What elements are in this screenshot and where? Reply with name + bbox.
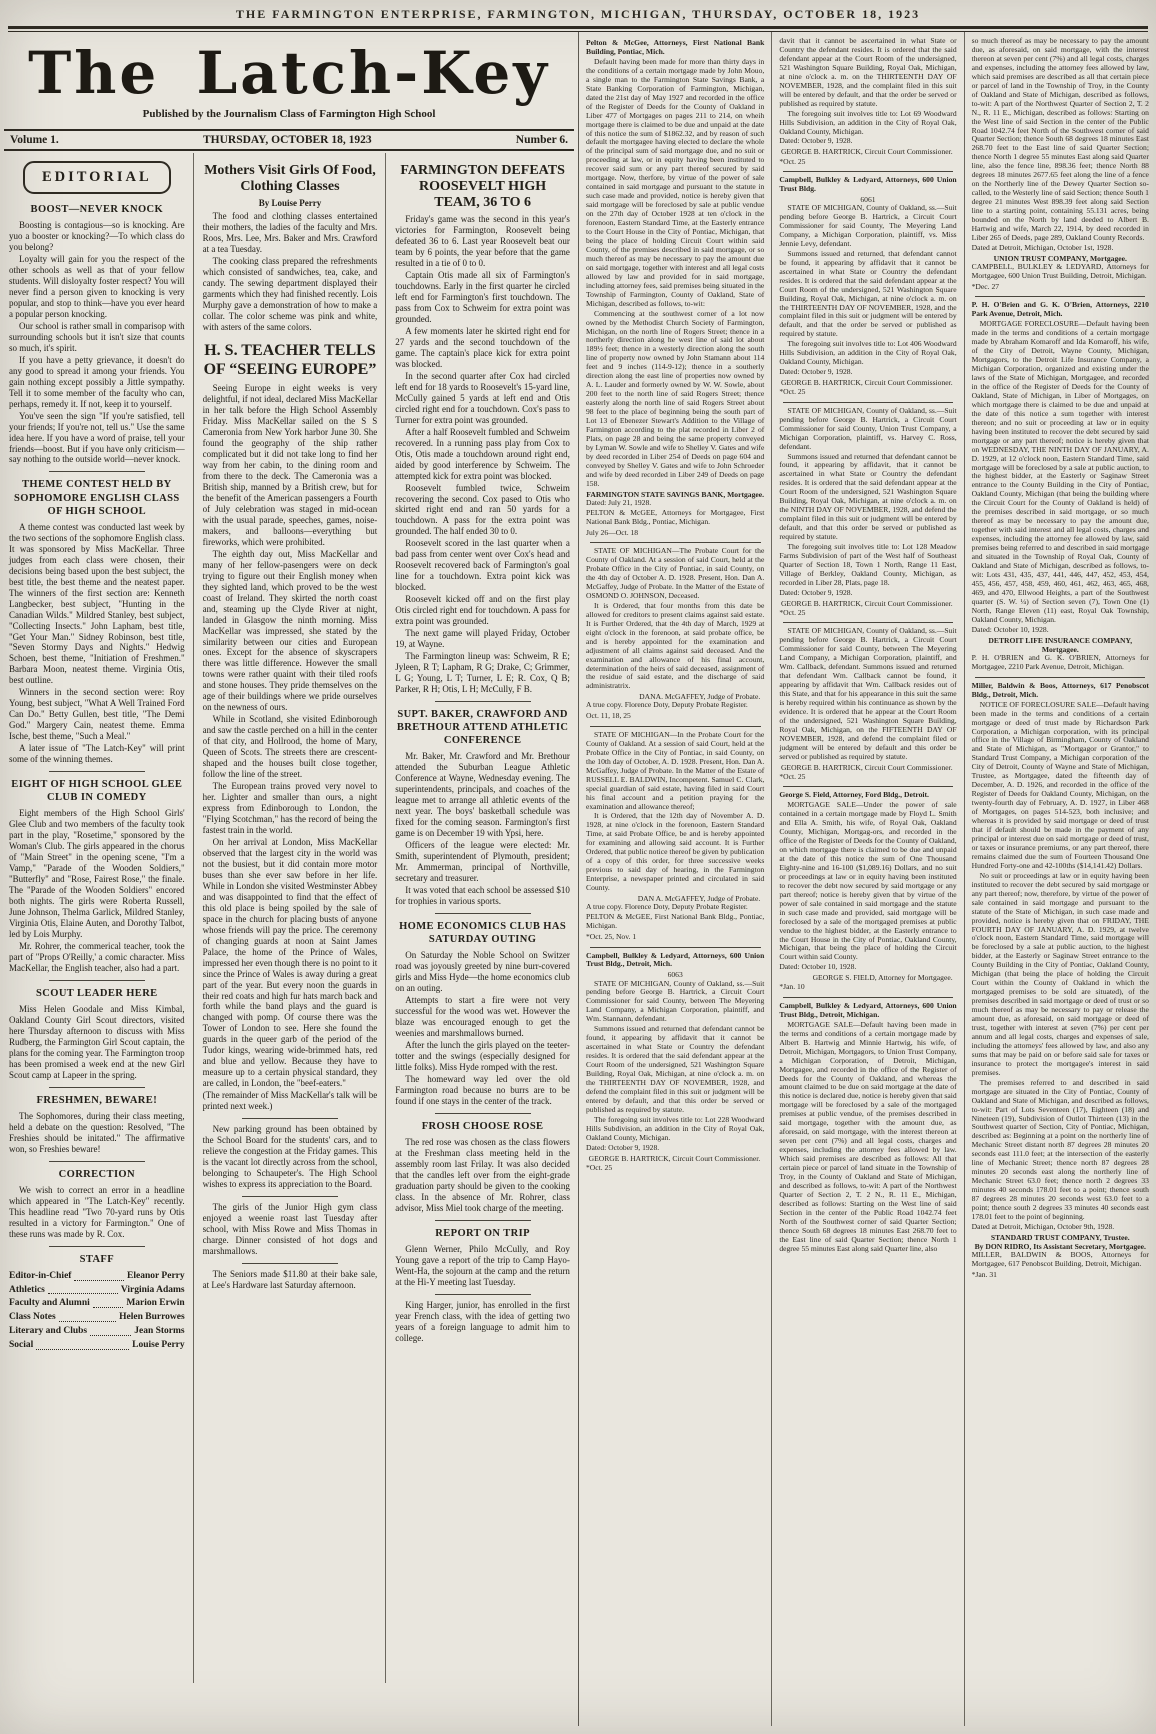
signature: GEORGE B. HARTRICK, Circuit Court Commissioner.: [780, 762, 953, 772]
divider-rule: [49, 1161, 146, 1162]
paragraph: Boosting is contagious—so is knocking. Are yuo a booster or knocking?—To which class do you belong?: [9, 220, 185, 253]
article-headline: THEME CONTEST HELD BY SOPHOMORE ENGLISH CLASS OF HIGH SCHOOL: [14, 479, 180, 517]
paragraph: Default having been made for more than thirty days in the conditions of a certain mortgage made by John Mouo, a single man to the Farmington State Savings Bank, a State Banking Corporation of Farmington, Michigan, dated the 21st day of May 1927 and recorded in the office of the Register of Deeds for the County of Oakland in Liber 477 of Mortgages on pages 211 to 214, on wheih mortgage there is claimed to be due and unpaid at the date of this notice the sum of $1862.32, and by reason of such default the mortgagee having elected to declare the whole of the principal sum of said mortgage due, and no suit or proceeding at law, or in equity having been instituted to recover said sum or any part thereof secured by said mortgage. Now, therfore, by virtue of the power of sale contained in said mortgage and pursuant to the statute in such case made and provided, notice is hereby given that said mortgage will be foreclosed by sale at public vendue on the 27th day of October 1928 at ten o'clock in the forenoon, Eastern Standard Time, at the Easterly entrance to the Court House in the City of Pontiac, Michigan, that being the place of holding Circuit Court within said County, of the premises described in said mortgage, or so much thereof as may be necessary to pay the amount due on said mortgage, together with interest and all legal costs allowed by law and provided for in said mortgage, including attorney fees, said premises being situated in the Township of Farmington, County of Oakland, State of Michigan, described as follows, to-wit:: [586, 56, 765, 308]
paragraph: PELTON & McGEE, First National Bank Bldg., Pontiac, Michigan.: [586, 912, 765, 931]
paragraph: STATE OF MICHIGAN, County of Oakland, ss.—Suit pending before George B. Hartrick, a Circuit Court Commissioner for said County, between The Meyering Land Company, a Michigan Corporation, plaintiff, and Wm. Stannann, defendant.: [586, 978, 765, 1024]
staff-name: Jean Storms: [134, 1325, 185, 1336]
signature: GEORGE B. HARTRICK, Circuit Court Commissioner.: [780, 598, 953, 608]
divider-rule: [435, 1294, 531, 1295]
staff-row: [9, 1339, 185, 1353]
editor-note: (The remainder of Miss MacKellar's talk will be printed next week.): [202, 1090, 378, 1112]
paragraph: The Sophomores, during their class meeting, held a debate on the question: Resolved, "The Freshies should be initated." The affirmative won, so Freshies beware!: [9, 1110, 185, 1154]
paragraph: We wish to correct an error in a headline which appeared in "The Latch-Key" recently. This headline read "Two 70-yard runs by Otis resulted in a victory for Farmington." One of these runs was made by R. Cox.: [9, 1184, 185, 1239]
paragraph: Loyalty will gain for you the respect of the other schools as well as that of your fellow students. Will disloyalty foster respect? You will never find a person given to knocking is very popular, and stop to think—have you ever heard a popular person knocking.: [9, 254, 185, 319]
paragraph: Mr. Rohrer, the commerical teacher, took the part of "Props O'Reilly,' a comic character. Miss MacKellar, the English teacher, also had a part.: [9, 941, 185, 973]
news-column-1: [0, 153, 193, 1683]
paragraph: After a half Roosevelt fumbled and Schweim recovered. In a running pass play from Cox to Otis, Otis made a touchdown around right end, aided by good interference by Schweim. The attempted kick for extra point was blocked.: [395, 426, 570, 481]
divider-rule: [783, 997, 953, 998]
paragraph: Captain Otis made all six of Farmington's touchdowns. Early in the first quarter he circled left end for Farmington's first touchdown. The pass from Cox to Schweim for extra point was grounded.: [395, 270, 570, 324]
divider-rule: [49, 980, 146, 981]
notice-run-dates: *Oct. 25: [779, 156, 806, 166]
signature: DAN A. McGAFFEY, Judge of Probate.: [637, 894, 761, 904]
paragraph: davit that it cannot be ascertained in what State or Country the defendant resides. It is ordered that the said defendant appear at the Court Room of the undersigned, 521 Washington Square Building, Royal Oak, Michigan, at nine o'clock a. m. on the THIRTEENTH DAY OF NOVEMBER, 1928, and the complaint filed in this suit will be entered by default, and that the order be served or published as required by statute.: [779, 36, 957, 108]
paragraph: Roosevelt scored in the last quarter when a bad pass from center went over Cox's head and Roosevelt recovered back of Farmington's goal line for a touchdown. Extra point kick was blocked.: [395, 538, 570, 593]
article-headline: FARMINGTON DEFEATS ROOSEVELT HIGH TEAM, 36 TO 6: [400, 163, 565, 211]
signature: DETROIT LIFE INSURANCE COMPANY, Mortgagee.: [988, 635, 1133, 654]
masthead: [0, 32, 578, 151]
attorney-line: Campbell, Bulkley & Ledyard, Attorneys, 600 Union Trust Bldg., Detroit, Michigan.: [779, 1000, 957, 1019]
paragraph: Summons issued and returned, that defendant cannot be found, it appearing by affidavit that it cannot be ascertained in what State or Country the defendant resides. It is ordered that the said defendant appear at the Court Room of the undersigned, 521 Washington Square Building, Royal Oak, Michigan, at nine o'clock a. m. on the THIRTEENTH DAY OF NOVEMBER, 1928, and the complaint filed in this suit or judgment will be entered by default, and that the order be served or published as required by statute.: [779, 248, 957, 339]
article-headline: STAFF: [79, 1253, 115, 1265]
article-headline: REPORT ON TRIP: [435, 1227, 530, 1239]
paragraph: It was voted that each school be assessed $10 for trophies in various sports.: [395, 884, 570, 906]
legal-column-1: [579, 32, 771, 1726]
paragraph: Attempts to start a fire were not very successful for the wood was wet. However the blaze was encouraged enough to get the weenies and marshmallows burned.: [395, 995, 570, 1038]
notice-run-dates: *Oct. 25: [779, 387, 806, 397]
notice-run-dates: *Oct. 25: [779, 771, 806, 781]
legal-column-2: [771, 32, 963, 1726]
divider-rule: [783, 622, 953, 623]
divider-rule: [590, 726, 761, 727]
notice-run-dates: July 26—Oct. 18: [586, 527, 639, 537]
number-label: Number 6.: [515, 134, 568, 146]
paragraph: Seeing Europe in eight weeks is very delightful, if not ideal, declared Miss MacKellar in her talk before the High School Assembly Friday. Miss MacKellar sailed on the S S Cameronia from New York harbor June 30. She found the geography of the ship rather complicated but it did not take long to find her way from her cabin, to the dining room and from there to the deck. The Cameronia was a British ship, manned by a British crew, but for the benefit of the American passengers a Fourth of July celebration was staged in mid-ocean with the usual parade, speeches, games, noise-makers, and balloons—everything but fireworks, which were prohibited.: [202, 383, 378, 547]
signature: UNION TRUST COMPANY, Mortgagee.: [993, 253, 1127, 263]
paragraph: King Harger, junior, has enrolled in the first year French class, with the idea of getting two years of a foreign language to admit him to college.: [395, 1299, 570, 1343]
divider-rule: [435, 913, 531, 914]
paragraph: MORTGAGE SALE—Default having been made in the terms and conditions of a certain mortgage made by Albert B. Hartwig and Minnie Hartwig, his wife, of Detroit, Michigan, Mortgagors, to Union Trust Company, a Michigan Corporation, of Detroit, Michigan, Mortgagee, and recorded in the office of the Register of Deeds for the County of Oakland, and whereas the amount claimed to be due on said mortgage at the date of this notice is declared due, notice is hereby given that said mortgage will be foreclosed by a sale of the mortgaged premises at public vendue, of the premises described in said mortgage, together with the amount due, as aforesaid, on said mortgage, with the interest thereon at seven per cent (7%) and all legal costs, charges and expenses, including the attorney fees allowed by law. Which said premises are described as follows: All that certain piece or parcel of land situate in the Township of Troy, in the County of Oakland and State of Michigan, and described as follows, to-wit: A part of the Northwest Quarter of Section 2, T. 2 N., R. 11 E., Michigan, described as follows: Starting on the West line of said Section in the center of the Public Road 1042.74 feet North of the Southwest corner of said Quarter Section; thence South 68 degrees 18 minutes East 268.70 feet to the East line of said Quarter Section; thence North 1 degree 55 minutes East along said Quarter line, also: [779, 1019, 957, 1253]
paragraph: Roosevelt kicked off and on the first play Otis circled right end for touchdown. A pass for extra point was grounded.: [395, 594, 570, 627]
paragraph: Miss Helen Goodale and Miss Kimbal, Oakland County Girl Scout directors, visited here Thursday afternoon to discuss with Miss Rudberg, the Farmington Girl Scout captain, the plans for the coming year. The Farmington troop has been promised a week end at the new Girl Scout camp at Lapeer in the spring.: [9, 1004, 185, 1080]
staff-row: [9, 1270, 185, 1284]
paragraph: Roosevelt fumbled twice, Schweim recovering the second. Cox pased to Otis who skirted right end and ran 50 yards for a touchdown. A pass for the extra point was grounded. The half ended 30 to 0.: [395, 482, 570, 537]
paragraph: Dated: October 9, 1928.: [779, 367, 853, 377]
divider-rule: [242, 1118, 338, 1119]
paragraph: STATE OF MICHIGAN—In the Probate Court for the County of Oakland. At a session of said Court, held at the Probate Office in the City of Pontiac, in said County, on the 10th day of October, A. D. 1928. Present, Hon. Dan A. McGaffey, Judge of Probate. In the Matter of the Estate of RUSSELL E. BALDWIN, Incompetent. Samuel C. Clark, special guardian of said estate, having filed in said Court his final account and a petition praying for the examination and allowance thereof;: [586, 729, 765, 811]
paragraph: Winners in the second section were: Roy Young, best subject, "What A Well Trained Ford Can Do." Betty Gullen, best title, "The Demi God." Margery Cain, neatest theme. Emma Ische, best theme, "Such a Meal.": [9, 687, 185, 742]
attorney-line: Pelton & McGee, Attorneys, First National Bank Building, Pontiac, Mich.: [586, 38, 765, 56]
article-headline: Mothers Visit Girls Of Food, Clothing Classes: [204, 163, 376, 195]
news-columns: [0, 153, 578, 1683]
masthead-subtitle: Published by the Journalism Class of Farmington High School: [142, 108, 436, 120]
divider-rule: [590, 947, 761, 948]
article-headline: HOME ECONOMICS CLUB HAS SATURDAY OUTING: [399, 920, 567, 945]
paragraph: MILLER, BALDWIN & BOOS, Attorneys for Mortgagee, 617 Penobscot Building, Detroit, Michigan.: [971, 1250, 1149, 1269]
staff-role: Literary and Clubs: [9, 1325, 88, 1336]
divider-rule: [242, 1196, 338, 1197]
paragraph: It is Ordered, that the 12th day of November A. D. 1928, at nine o'clock in the forenoon, Eastern Standard Time, at said Probate Office, be and is hereby appointed for examining and allowing said account. It is Further Ordered, that public notice thereof be given by publication of a copy of this order, for three successive weeks previous to said day of hearing, in the Farmington Enterprise, a newspaper printed and circulated in said County.: [586, 811, 765, 893]
notice-number: 6063: [667, 970, 683, 980]
divider-rule: [435, 1220, 531, 1221]
notice-run-dates: Oct. 11, 18, 25: [586, 711, 631, 721]
paragraph: Dated: October 10, 1928.: [971, 624, 1049, 634]
signature: GEORGE B. HARTRICK, Circuit Court Commissioner.: [780, 378, 953, 388]
paragraph: After the lunch the girls played on the teeter-totter and the swings (especially designed for little folks). Miss Hyde romped with the rest.: [395, 1039, 570, 1072]
paragraph: Mr. Baker, Mr. Crawford and Mr. Brethour attended the Suburban League Athletic Conference at Wayne, Wednesday evening. The superintendents, principals, and coaches of the league met to arrange all athletic events of the next year. The boys' basketball schedule was fixed for the coming season. Farmington's first game is on December 19 with Ypsi, here.: [395, 751, 570, 839]
staff-role: Editor-in-Chief: [9, 1270, 72, 1281]
paragraph: The Farmington lineup was: Schweim, R E; Jyleen, R T; Lapham, R G; Drake, C; Grimmer, L G; Young, L T; Turner, L E; R. Cox, Q B; Parker, R H; Otis, L H; McCully, F B.: [395, 651, 570, 694]
paragraph: Summons issued and returned that defendant cannot be found, it appearing by affidavit, that it cannot be ascertained in what State or Country the defendant resides. It is ordered that the said defendant appear at the Court Room of the undersigned, 521 Washington Square Building, Royal Oak, Michigan, at nine o'clock a. m. on the NINTH DAY OF NOVEMBER, 1928, and defend the complaint filed in this suit or judgment will be entered by default, and that this order be served or published as required by statute.: [779, 451, 957, 542]
staff-role: Athletics: [9, 1284, 45, 1295]
paragraph: Officers of the league were elected: Mr. Smith, superintendent of Plymouth, president; Mr. Ammerman, principal of Northville, secretary and treasurer.: [395, 840, 570, 883]
school-page-section: [0, 32, 578, 1726]
legal-notices-section: [578, 32, 1156, 1726]
paragraph: Dated at Detroit, Michigan, October 1st, 1928.: [971, 242, 1114, 252]
staff-role: Faculty and Alumni: [9, 1298, 90, 1309]
notice-run-dates: *Jan. 10: [779, 982, 805, 992]
paragraph: The foregoing suit involves title to: Lot 228 Woodward Hills Subdivision, an addition in the City of Royal Oak, Oakland County, Michigan.: [586, 1114, 765, 1142]
dotted-leader: [59, 1321, 116, 1322]
notice-run-dates: *Jan. 31: [971, 1270, 997, 1280]
notice-number: 6061: [860, 194, 876, 204]
newspaper-title: The Latch-Key: [28, 39, 550, 107]
divider-rule: [975, 677, 1145, 678]
paragraph: Dated at Detroit, Michigan, October 9th, 1928.: [971, 1221, 1115, 1231]
attorney-line: Campbell, Bulkley & Ledyard, Attorneys, 600 Union Trust Bldg.: [779, 175, 957, 193]
attorney-line: Miller, Baldwin & Boos, Attorneys, 617 Penobscot Bldg., Detroit, Mich.: [971, 680, 1149, 699]
article-headline: EIGHT OF HIGH SCHOOL GLEE CLUB IN COMEDY: [11, 779, 183, 804]
paragraph: The premises referred to and described in said mortgage are situated in the City of Pontiac, County of Oakland and State of Michigan, and described as follows, to-wit: Part of Lots Seventeen (17), Eighteen (18) and Nineteen (19), Subdivision of Outlot Thirteen (13) in the Southwest quarter of Section, City of Pontiac, Michigan, described as: Beginning at a point on the northerly line of Mechanic Street distant north 87 degrees 28 minutes 20 seconds east 111.0 feet; at the intersection of the easterly line of Mechanic Street; thence north 87 degrees 28 minutes 20 seconds east along the northerly line of Mechanic Street 63.0 feet; thence north 2 degrees 33 minutes 40 seconds 178.01 feet to a point; thence south 87 degrees 28 minutes 20 seconds west 63.0 feet to a point; thence south 2 degrees 33 minutes 40 seconds east 178.01 feet to the point of beginning.: [971, 1077, 1149, 1221]
signature: DANA. McGAFFEY, Judge of Probate.: [639, 692, 761, 702]
attorney-line: Campbell, Bulkley & Ledyard, Attorneys, 600 Union Trust Bldg., Detroit, Mich.: [586, 950, 765, 969]
dotted-leader: [74, 1280, 124, 1281]
divider-rule: [242, 1263, 338, 1264]
paragraph: Dated: October 10, 1928.: [779, 962, 857, 972]
paragraph: Our school is rather small in comparisop with surrounding schools but it isn't size that counts so much, it's spirit.: [9, 320, 185, 353]
paragraph: While in Scotland, she visited Edinborough and saw the castle perched on a hill in the center of that city, and Hollrood, the home of Mary, Queen of Scots. The streets there are crescent-shaped and the houses built close together, follow the line of the street.: [202, 714, 378, 780]
notice-run-dates: *Oct. 25, Nov. 1: [586, 932, 637, 942]
paragraph: MORTGAGE SALE—Under the power of sale contained in a certain mortgage made by Floyd L. Smith and Ella A. Smith, his wife, of Royal Oak, Oakland County, Michigan, Mortgag-ors, and recorded in the office of the Register of Deeds for the County of Oakland, on which mortgage there is claimed to be due and unpaid at the date of this notice the sum of One Thousand Eighty-nine and 16-100 ($1,089.16) Dollars, and no suit or proceedings at law or in equity having been instituted to recover the debt now secured by said mortgage or any part thereof; notice is hereby given that by virtue of the power of sale contained in said mortgage and the statute in such case made and provided, said mortgage will be foreclosed by a sale of the mortgaged premises at public vendue to the highest bidder, at the Easterly entrance to the Court House in the City of Pontiac, Oakland County, Michigan, that being the place of holding the Circuit Court within said County.: [779, 800, 957, 962]
paragraph: A few moments later he skirted right end for 27 yards and the second touchdown of the game. The captain's place kick for extra point was blocked.: [395, 325, 570, 369]
staff-name: Helen Burrowes: [119, 1312, 185, 1323]
paragraph: The next game will played Friday, October 19, at Wayne.: [395, 628, 570, 650]
volume-label: Volume 1.: [10, 134, 59, 146]
paragraph: STATE OF MICHIGAN, County of Oakland, ss.—Suit pending before George B. Hartrick, a Circuit Court Commissioner for said County, between The Meyering Land Company, a Michigan Corporation, plaintiff, and Wm. Callback, defendant. Summons issued and returned that defendant Wm. Callback cannot be found, it appearing by affidavit that Wm. Callback resides out of this State, and that for his appearance in this suit the same is hereby required within his continuance as shown by the evidence. It is ordered that he appear at the Court Room of the undersigned, 521 Washington Square Building, Royal Oak, Michigan, on the FIFTEENTH DAY OF NOVEMBER, 1928, and defend the complaint filed or judgment will be entered by default and this order be served or published as required by statute.: [779, 626, 957, 761]
article-headline: BOOST—NEVER KNOCK: [30, 204, 164, 215]
paragraph: Commencing at the southwest corner of a lot now owned by the Methodist Church Society of Farmington, Michigan, on the north line of Rogers Street; thence in a northerly direction along he west line of said lot about 189½ feet; thence in a westerly direction along the south line of property now owned by John Stamann about 114 feet and 9 inches (114-9-12); thence in a southerly direction along the east line of properties now owned by A. L. Lauder and formerly owned by W. W. Sowle, about 200 feet to the north line of said Rogers Street; thence easterly along the north line of said Rogers Street about 98 feet to the place of beginning being the south part of Lot 13 of Ebenezer Stewart's Addition to the Village of Farmington according to the plat recorded in Liber 2 of Plats, on page 28 and being the same property conveyed by Lyman W. Sowle and wife to Shelley V. Gates and wife by deed recorded in Liber 254 of Deeds on page 604 and conveyed by Shelley V. Gates and wife to John Schroeder and wife by deed recorded in Liber 249 of Deeds on page 158.: [586, 308, 765, 488]
paragraph: A later issue of "The Latch-Key" will print some of the winning themes.: [9, 743, 185, 765]
dotted-leader: [93, 1307, 124, 1308]
staff-name: Virginia Adams: [120, 1284, 185, 1295]
paragraph: On Saturday the Noble School on Switzer road was joyously greeted by nine burr-covered girls and Miss Hyde—the home economics club on an outing.: [395, 950, 570, 994]
attorney-line: George S. Field, Attorney, Ford Bldg., Detroit.: [779, 790, 929, 800]
paragraph: In the second quarter after Cox had circled left end for 18 yards to Roosevelt's 15-yard line, McCully gained 5 yards at left end and Otis circled right end for a touchdown. Cox's pass to Turner for extra point was grounded.: [395, 370, 570, 425]
staff-row: [9, 1284, 185, 1298]
signature: GEORGE S. FIELD, Attorney for Mortgagee.: [812, 973, 953, 983]
byline: By Louise Perry: [258, 198, 322, 209]
paragraph: Dated: October 9, 1928.: [586, 1142, 660, 1152]
paragraph: A theme contest was conducted last week by the two sections of the sophomore English class. It was sponsored by Miss MacKellar. Three judges from each class were chosen, their decisions being based upon the best subject, the best title, the best theme and the neatest paper. The winners of the first section are: Kenneth Langbecker, best subject, "Hunting in the Canadian Wilds." Mildred Stanley, best subject, "Collecting Insects." John Lapham, best title, "Get Your Man." Sidney Robinson, best title, "Seven Stormy Days and Nights." Hedwig Schoen, best theme, "Initiation of Freshmen." Barbara Moon, neatest theme. Virginia Otis, best outline.: [9, 521, 185, 686]
article-headline: FRESHMEN, BEWARE!: [36, 1094, 158, 1106]
paragraph: STATE OF MICHIGAN, County of Oakland, ss.—Suit pending before George B. Hartrick, a Circuit Court Commissioner for said County, Union Trust Company, a Michigan Corporation, plaintiff, vs. Harvey C. Ross, defendant.: [779, 405, 957, 451]
signature: GEORGE B. HARTRICK, Circuit Court Commissioner.: [588, 1153, 761, 1163]
paragraph: The Seniors made $11.80 at their bake sale, at Lee's Hardware last Saturday afternoon.: [202, 1268, 378, 1290]
paragraph: NOTICE OF FORECLOSURE SALE—Default having been made in the terms and conditions of a certain mortgage or deed of trust made by Richardson Park Corporation, a Michigan corporation, with its principal office in the Village of Birmingham, County of Oakland and State of Michigan, as "Mortgagor or Grantor," to Standard Trust Company, a Michigan corporation of the City of Detroit, County of Wayne and State of Michigan, Trustee, as Mortgagee, dated the fifteenth day of December, A. D. 1926, and recorded in the office of the Register of Deeds for Oakland County, Michigan, on the twenty-fourth day of February, A. D. 1927, in Liber 468 of Mortgages, on pages 514-523, both inclusive; and whereas it is provided by said mortgage or deed of trust that if default should be made in the payment of any principal or interest due on said mortgage or deed of trust, or taxes or insurance premiums, or any part thereof, there remains claimed due the sum of Fourteen Thousand One Hundred Forty-one and 42-100ths ($14,141.42) Dollars.: [971, 699, 1149, 870]
notice-run-dates: *Oct. 25: [779, 607, 806, 617]
paragraph: On her arrival at London, Miss MacKellar observed that the largest city in the world was not the busiest, but it did contain more motor buses than she ever saw before in her life. While in London she visited Westminster Abbey and was disappointed to find that the effect of this old place is being spoiled by the sale of space in the church for placing busts of anyone whose friends will pay the price. The ceremony of changing guards at noon at Saint James Palace, the home of the Prince of Wales, impressed her even though there is no point to it since the Prince of Wales is away during a great part of the year. But every noon the guards in their red coats and high fur hats march back and forth while the band plays and the guard is changed with pomp. Of course there was the Tower of London to see. Here she found the guards in the queer garb of the period of the Tudor kings, wearing wide-brimmed hats, red and blue and yellow. Because they have to measure up to a certain physical standard, they are called, in London, the "beef-eaters.": [202, 836, 378, 1089]
paragraph: The cooking class prepared the refreshments which consisted of sandwiches, tea, cake, and candy. The sewing department displayed their garments which they had finished recently. Lois Murphy gave a demonstration of how to make a collar. The color scheme was pink and white, with asters of the same colors.: [202, 256, 378, 332]
paragraph: The red rose was chosen as the class flowers at the Freshman class meeting held in the assembly room last Frilay. It was also decided that the candles left over from the eight-grade graduation party should be given to the cooking class. In the absence of Mr. Rohrer, class advisor, Miss Miel took charge of the meeting.: [395, 1136, 570, 1213]
paragraph: Dated: July 21, 1928.: [586, 497, 652, 507]
divider-rule: [435, 701, 531, 702]
paragraph: No suit or proceedings at law or in equity having been instituted to recover the debt secured by said mortgage or any part thereof; now, therefore, by virtue of the power of sale contained in said mortgage and pursuant to the statute of the State of Michigan, in such case made and provided, notice is hereby given that on FRIDAY, THE FOURTH DAY OF JANUARY, A. D. 1929, at twelve o'clock noon, Eastern Standard Time, said mortgage will be foreclosed by a sale at public auction, to the highest bidder, at the Easterly or Saginaw Street entrance to the County Building in the City of Pontiac, Oakland County, Michigan (that being the place of holding the Circuit Court within the County of Oakland in which the mortgaged premises to be sold are situated), of the premises described in said mortgage or deed of trust or so much thereof as may be necessary to pay or release the amount due, as aforesaid, on said mortgage or deed of trust, together with interest at seven (7%) per cent per annum and all legal costs, charges and expenses of sale, including the attorneys' fees allowed by law, and also any sums that may be paid on or before said sale for taxes or insurance to protect the mortgagee's interest in said premises.: [971, 870, 1149, 1077]
paragraph: STATE OF MICHIGAN—The Probate Court for the County of Oakland. At a session of said Court, held at the Probate Office in the City of Pontiac, in said County, on the 4th day of October A. D. 1928. Present, Hon. Dan A. McGaffey, Judge of Probate. In the Matter of the Estate of OSMOND O. JOHNSON, Deceased.: [586, 546, 765, 600]
article-headline: SCOUT LEADER HERE: [36, 987, 158, 999]
staff-name: Louise Perry: [132, 1339, 185, 1350]
staff-row: [9, 1297, 185, 1311]
paragraph: The foregoing suit involves title to: Lot 128 Meadow Farms Subdivision of part of the West half of Southeast Quarter of Section 18, Town 1 North, Range 11 East, Village of Berkley, Oakland County, Michigan, as recorded in Liber 28, Plats, page 18.: [779, 542, 957, 587]
running-head: THE FARMINGTON ENTERPRISE, FARMINGTON, MICHIGAN, THURSDAY, OCTOBER 18, 1923: [235, 7, 921, 21]
paragraph: The foregoing suit involves title to: Lot 69 Woodward Hills Subdivision, an addition in the City of Royal Oak, Oakland County, Michigan.: [779, 108, 957, 136]
paragraph: P. H. O'BRIEN and G. K. O'BRIEN, Attorneys for Mortgagee, 2210 Park Avenue, Detroit, Michigan.: [971, 652, 1149, 671]
page-body: [0, 32, 1156, 1726]
article-headline: H. S. TEACHER TELLS OF “SEEING EUROPE”: [203, 341, 377, 379]
staff-row: [9, 1311, 185, 1325]
divider-rule: [49, 771, 146, 772]
legal-column-3: [964, 32, 1156, 1726]
paragraph: You've seen the sign "If you're satisfied, tell your friends; If you're not, tell us." Use the same idea here. If you have a word of praise, tell your friends—boost. But if you have only criticism—say nothing to the outside world—never knock.: [9, 410, 185, 465]
paragraph: STATE OF MICHIGAN, County of Oakland, ss.—Suit pending before George B. Hartrick, a Circuit Court Commissioner for said County, The Meyering Land Company, a Michigan Corporation, plaintiff, vs. Miss Jennie Levy, defendant.: [779, 203, 957, 248]
paragraph: Summons issued and returned that defendant cannot be found, it appearing by affidavit that it cannot be ascertained in what State or Country the defendant resides. It is ordered that the said defendant appear at the Court Room of the undersigned, 521 Washington Square Building, Royal Oak, Michigan, at nine o'clock a. m. on the THIRTEENTH DAY OF NOVEMBER, 1928, and defend the complaint filed in this suit or judgment will be entered by default, and that this order be served or published as required by statute.: [586, 1024, 765, 1114]
issue-date: THURSDAY, OCTOBER 18, 1923: [202, 134, 372, 146]
staff-role: Social: [9, 1339, 34, 1350]
divider-rule: [49, 471, 146, 472]
notice-run-dates: *Oct. 25: [586, 1162, 613, 1172]
paragraph: If you have a petty grievance, it doesn't do any good to spread it among your friends. You gain nothing except possibly a Jittle sympathy. Tell it to some member of the faculty who can, perhaps, remedy it. If not, keep it to yourself.: [9, 354, 185, 409]
paragraph: Glenn Werner, Philo McCully, and Roy Young gave a report of the trip to Camp Hayo-Went-Ha, the sojourn at the camp and the return at the Hi-Y meeting last Tuesday.: [395, 1243, 570, 1287]
dotted-leader: [36, 1349, 129, 1350]
notice-run-dates: *Dec. 27: [971, 281, 1000, 291]
paragraph: The eighth day out, Miss MacKellar and many of her fellow-pasengers were on deck trying to figure out their English money when they sighted land, which proved to be the west coast of Ireland. They skirted the north coast and, steaming up the Clyde River at night, landed in Glasgow the ninth morning. Miss MacKellar was impressed, she stated by the similarity between our cities and European ones. Except for the absence of skyscrapers there was little difference. However the small towns were rather quaint with their tiled roofs and stone houses. They pride themselves on the age of their buildings where we pride ourselves on the newness of ours.: [202, 548, 378, 713]
paragraph: The foregoing suit involves title to: Lot 406 Woodward Hills Subdivision, an addition in the City of Royal Oak, Oakland County, Michigan.: [779, 339, 957, 367]
paragraph: A true copy. Florence Doty, Deputy Probate Register.: [586, 902, 748, 912]
divider-rule: [783, 402, 953, 403]
paragraph: CAMPBELL, BULKLEY & LEDYARD, Attorneys for Mortgagee, 600 Union Trust Building, Detroit, Michigan.: [971, 261, 1149, 280]
paragraph: The girls of the Junior High gym class enjoyed a weenie roast last Tuesday after school, with Miss Rowe and Miss Thomas in charge. Dinner consisted of hot dogs and marshmallows.: [202, 1201, 378, 1256]
signature: FARMINGTON STATE SAVINGS BANK, Mortgagee.: [586, 489, 765, 499]
divider-rule: [783, 786, 953, 787]
paragraph: Eight members of the High School Girls' Glee Club and two members of the faculty took part in the play, "Rosetime," sponsored by the Woman's Club. The girls appeared in the chorus of "Main Street" in the opening scene, "I'm a Vamp," "Parade of the Wooden Soldiers," "Butterfly" and "Rose, Fairest Rose," the finale. The "Parade of the Wooden Soldiers" encored both nights. The girls were Roberta Russell, June Johnson, Thelma Garlick, Mildred Stanley, Virginia Otis, Elaine Auten, and Dorothy Talbot, led by Lois Murphy.: [9, 808, 185, 940]
divider-rule: [590, 542, 761, 543]
paragraph: The food and clothing classes entertained their mothers, the ladies of the faculty and Mrs. Roos, Mrs. Lee, Mrs. Baker and Mrs. Crawford at a tea Tuesday.: [202, 211, 378, 255]
paragraph: Dated: October 9, 1928.: [779, 136, 853, 146]
staff-name: Eleanor Perry: [127, 1270, 185, 1281]
paragraph: The homeward way led over the old Farmington road because no burrs are to be found if one stays in the center of the track.: [395, 1073, 570, 1106]
divider-rule: [49, 1246, 146, 1247]
staff-row: [9, 1325, 185, 1339]
article-headline: FROSH CHOOSE ROSE: [421, 1120, 544, 1132]
dateline: [4, 129, 574, 151]
paragraph: Friday's game was the second in this year's victories for Farmington, Roosevelt being defeated 36 to 6. Last year Roosevelt beat our team by 6 points, the year before that the game resulted in a tie of 0 to 0.: [395, 214, 570, 269]
news-column-3: [385, 153, 578, 1683]
divider-rule: [435, 1113, 531, 1114]
editorial-box-heading: EDITORIAL: [23, 161, 171, 194]
staff-role: Class Notes: [9, 1312, 56, 1323]
divider-rule: [783, 171, 953, 172]
paragraph: MORTGAGE FORECLOSURE—Default having been made in the terms and conditions of a certain mortgage made by Abraham Komaroff and Ida Komaroff, his wife, of the City of Detroit, Wayne County, Michigan, Mortgagors, to the Detroit Life Insurance Company, a Michigan Corporation, organized and existing under the laws of the State of Michigan, Mortgagee, and recorded in the office of the Register of Deeds for the County of Oakland, State of Michigan, in Liber of Mortgages, on which mortgage there is claimed to be due and unpaid at the date of this notice a sum together with interest thereon; and no suit or proceeding at law or in equity having been instituted to recover the debt secured by said mortgage or any part thereof; notice is hereby given that on WEDNESDAY, THE NINTH DAY OF JANUARY, A. D. 1929, at 12 o'clock noon, Eastern Standard Time, said mortgage will be foreclosed by a sale at public auction, to the highest bidder, at the Easterly or Saginaw Street entrance to the County Building in the City of Pontiac, Oakland County, Michigan (that being the building where the Circuit Court for the County of Oakland is held) of the premises described in said mortgage, or so much thereof as may be necessary to pay the amount due, together with said interest and all legal costs, charges and expenses, including the attorney fee allowed by law, said premises being referred to and described in said mortgage and situated in the Township of Royal Oak, County of Oakland and State of Michigan, described as follows, to-wit: Lots 431, 435, 437, 441, 446, 447, 452, 453, 454, 455, 456, 457, 458, 459, 460, 461, 462, 463, 465, 468, 469, and 470, Ellwood Heights, a part of the Southwest quarter (S. W. ¼) of Section seven (7), Town One (1) North, Range Eleven (11) east, Royal Oak Township, Oakland County, Michigan.: [971, 319, 1149, 624]
divider-rule: [49, 1087, 146, 1088]
dotted-leader: [90, 1335, 131, 1336]
paragraph: A true copy. Florence Doty, Deputy Probate Register.: [586, 700, 748, 710]
dotted-leader: [48, 1293, 118, 1294]
signature: STANDARD TRUST COMPANY, Trustee.: [990, 1232, 1130, 1242]
paragraph: PELTON & McGEE, Attorneys for Mortgagee, First National Bank Bldg., Pontiac, Michigan.: [586, 507, 765, 526]
news-column-2: [193, 153, 386, 1683]
staff-list: [9, 1270, 185, 1353]
article-headline: CORRECTION: [58, 1168, 135, 1180]
signature: GEORGE B. HARTRICK, Circuit Court Commissioner.: [780, 147, 953, 157]
attorney-line: P. H. O'Brien and G. K. O'Brien, Attorneys, 2210 Park Avenue, Detroit, Mich.: [971, 300, 1149, 319]
divider-rule: [975, 296, 1145, 297]
paragraph: New parking ground has been obtained by the School Board for the students' cars, and to relieve the congestion at the Friday games. This is the vacant lot directly across from the school, belonging to Schaupeter's. The High School wishes to express its appreciation to the Board.: [202, 1124, 378, 1189]
staff-name: Marion Erwin: [126, 1298, 185, 1309]
article-headline: SUPT. BAKER, CRAWFORD AND BRETHOUR ATTEND ATHLETIC CONFERENCE: [396, 708, 569, 747]
signature: By DON RIDRO, Its Assistant Secretary, Mortgagee.: [974, 1242, 1146, 1252]
paragraph: so much thereof as may be necessary to pay the amount due, as aforesaid, on said mortgage, with the interest thereon at seven per cent (7%) and all legal costs, charges and expenses, including the attorney fees allowed by law, which said premises are described as all that certain piece or parcel of land in the Township of Troy, in the County of Oakland and State of Michigan, described as follows, to-wit: A part of the Northwest Quarter of Section 2, T. 2 N., R. 11 E., Michigan, described as follows: Starting on the West line of said Section in the center of the Public Road 1042.74 feet North of the Southwest corner of said Quarter Section; thence South 68 degrees 18 minutes East 268.70 feet to the East line of said Quarter Section; thence North 1 degree 55 minutes East along said Quarter line, also the fence line, 898.36 feet; thence North 88 degrees 18 minutes 2677.65 feet along the line of a fence on the Northerly line of the Dewey Quarter Section so-called, to the Westerly line of said Section; thence South 1 degree 21 minutes West 898.39 feet along said Section line to a starting point, containing 55.131 acres, being bounded on the North by land deeded to Albert B. Hartwig and wife, March 22, 1914, by deed recorded in Liber 265 of Deeds, page 289, Oakland County Records.: [971, 36, 1149, 242]
paragraph: It is Ordered, that four months from this date be allowed for creditors to present claims against said estate. It is Further Ordered, that the 4th day of March, 1929 at eight o'clock in the forenoon, at said probate office, be and is hereby appointed for the examination and adjustment of all claims against said deceased. And the examination and allowance of his final account, determination of the heirs of said deceased, assignment of the residue of said estate, and the discharge of said administratrix.: [586, 600, 765, 691]
paragraph: The European trains proved very novel to her. Lighter and smaller than ours, a night express from Edinborough to London, the "Flying Scotchman," has the record of being the fastest train in the world.: [202, 781, 378, 835]
paragraph: Dated: October 9, 1928.: [779, 587, 853, 597]
